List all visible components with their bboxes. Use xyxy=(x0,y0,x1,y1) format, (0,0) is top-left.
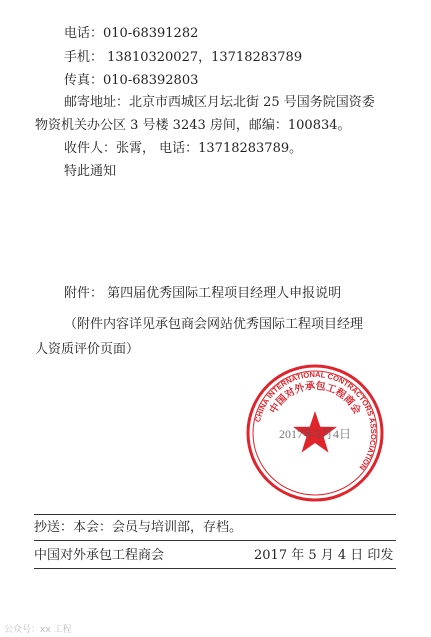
official-seal xyxy=(244,362,386,504)
watermark: 公众号：xx 工程 xyxy=(4,625,72,635)
address-line-1: 邮寄地址：北京市西城区月坛北街 25 号国务院国资委 xyxy=(64,95,375,110)
attachment-note-1: （附件内容详见承包商会网站优秀国际工程项目经理 xyxy=(64,317,364,332)
fax-line: 传真：010-68392803 xyxy=(64,73,199,88)
footer-middle-rule xyxy=(34,540,396,541)
attachment-note-2: 人资质评价页面） xyxy=(35,342,140,357)
mobile-line: 手机： 13810320027，13718283789 xyxy=(64,50,303,65)
seal-date-text: 2017年5月4日 xyxy=(278,427,352,441)
footer-top-rule xyxy=(34,514,396,515)
phone-line: 电话：010-68391282 xyxy=(64,26,199,41)
footer-bottom-rule xyxy=(34,568,396,569)
recipient-line: 收件人：张霄， 电话：13718283789。 xyxy=(64,141,303,156)
address-line-2: 物资机关办公区 3 号楼 3243 房间，邮编：100834。 xyxy=(35,118,351,133)
seal-ring-text: CHINA INTERNATIONAL CONTRACTORS ASSOCIATION xyxy=(253,369,379,472)
attachment-title: 附件： 第四届优秀国际工程项目经理人申报说明 xyxy=(64,286,342,301)
issuer-name: 中国对外承包工程商会 xyxy=(34,548,165,563)
cc-line: 抄送：本会：会员与培训部，存档。 xyxy=(34,520,243,535)
notice-line: 特此通知 xyxy=(64,164,117,179)
issue-date: 2017 年 5 月 4 日 印发 xyxy=(254,548,394,563)
seal-inner-text: 中国对外承包工程商会 xyxy=(268,380,363,417)
